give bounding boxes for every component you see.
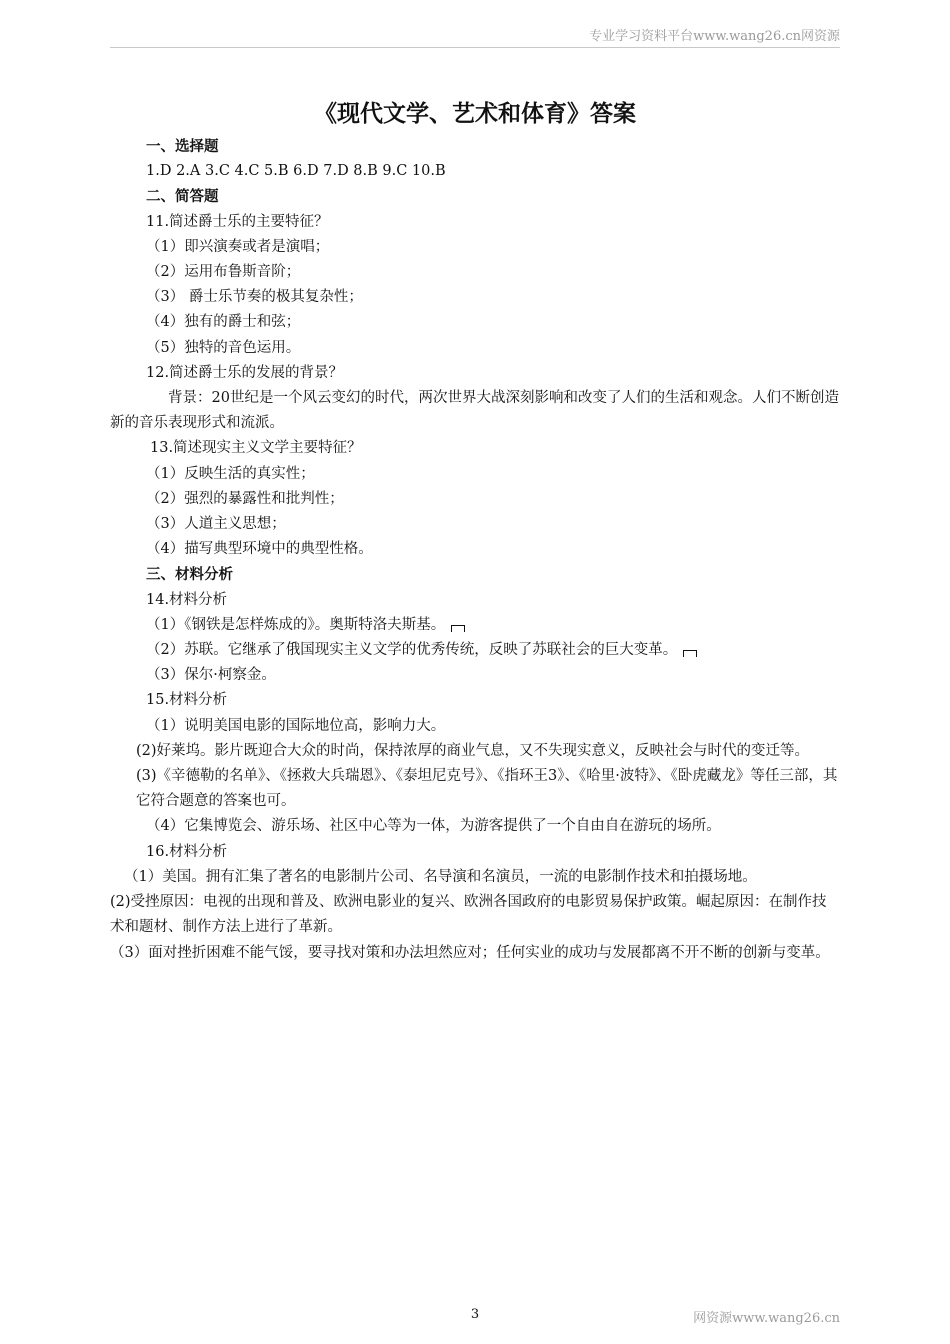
document-body [110,134,840,966]
list-item: （1）美国。拥有汇集了著名的电影制片公司、名导演和名演员，一流的电影制作技术和拍摄场地。 [124,868,757,885]
question-14: 14.材料分析 [146,591,228,608]
list-item: （4）它集博览会、游乐场、社区中心等为一体，为游客提供了一个自由自在游玩的场所。 [146,818,721,835]
question-15: 15.材料分析 [146,692,228,709]
list-item: （4）描写典型环境中的典型性格。 [146,541,373,558]
list-item: （2）运用布鲁斯音阶； [146,264,301,281]
page-header: 专业学习资料平台www.wang26.cn网资源 [589,29,840,44]
edit-mark-icon [451,625,465,632]
question-16: 16.材料分析 [146,843,228,860]
list-item: （3）人道主义思想； [146,516,286,533]
list-item-text: （2）苏联。它继承了俄国现实主义文学的优秀传统，反映了苏联社会的巨大变革。 [146,642,678,659]
question-13: 13.简述现实主义文学主要特征？ [150,440,362,457]
list-item: （4）独有的爵士和弦； [146,314,301,331]
choice-answers: 1.D 2.A 3.C 4.C 5.B 6.D 7.D 8.B 9.C 10.B [146,163,446,180]
page-number: 3 [470,1307,480,1322]
list-item: (2)好莱坞。影片既迎合大众的时尚，保持浓厚的商业气息，又不失现实意义，反映社会与时代的变迁等。 [136,742,810,759]
header-divider [110,47,840,48]
list-item [110,638,840,663]
page-footer: 网资源www.wang26.cn [693,1311,840,1326]
list-item: （1）说明美国电影的国际地位高，影响力大。 [146,717,446,734]
list-item: (2)受挫原因：电视的出现和普及、欧洲电影业的复兴、欧洲各国政府的电影贸易保护政策。崛起原因：在制作技术和题材、制作方法上进行了革新。 [110,894,827,936]
section-heading-choice: 一、选择题 [146,138,219,155]
list-item: (3)《辛德勒的名单》、《拯救大兵瑞恩》、《泰坦尼克号》、《指环王3》、《哈里·波特》、《卧虎藏龙》等任三部，其它符合题意的答案也可。 [136,768,838,810]
list-item: （3） 爵士乐节奏的极其复杂性； [146,289,363,306]
list-item: （1）即兴演奏或者是演唱； [146,238,330,255]
list-item: （3）保尔·柯察金。 [146,667,276,684]
list-item [110,613,840,638]
answer-12: 背景：20世纪是一个风云变幻的时代，两次世界大战深刻影响和改变了人们的生活和观念。人们不断创造新的音乐表现形式和流派。 [110,390,839,432]
page-title: 《现代文学、艺术和体育》答案 [314,100,636,127]
list-item: （5）独特的音色运用。 [146,339,301,356]
list-item: （1）反映生活的真实性； [146,465,315,482]
question-12: 12.简述爵士乐的发展的背景？ [146,364,344,381]
section-heading-short-answer: 二、简答题 [146,188,219,206]
question-11: 11.简述爵士乐的主要特征？ [146,213,329,230]
section-heading-material: 三、材料分析 [146,566,233,584]
list-item-text: （1）《钢铁是怎样炼成的》。奥斯特洛夫斯基。 [146,616,446,633]
edit-mark-icon [683,650,697,657]
list-item: （3）面对挫折困难不能气馁，要寻找对策和办法坦然应对；任何实业的成功与发展都离不开不断的创新与变革。 [110,944,830,961]
list-item: （2）强烈的暴露性和批判性； [146,490,344,507]
